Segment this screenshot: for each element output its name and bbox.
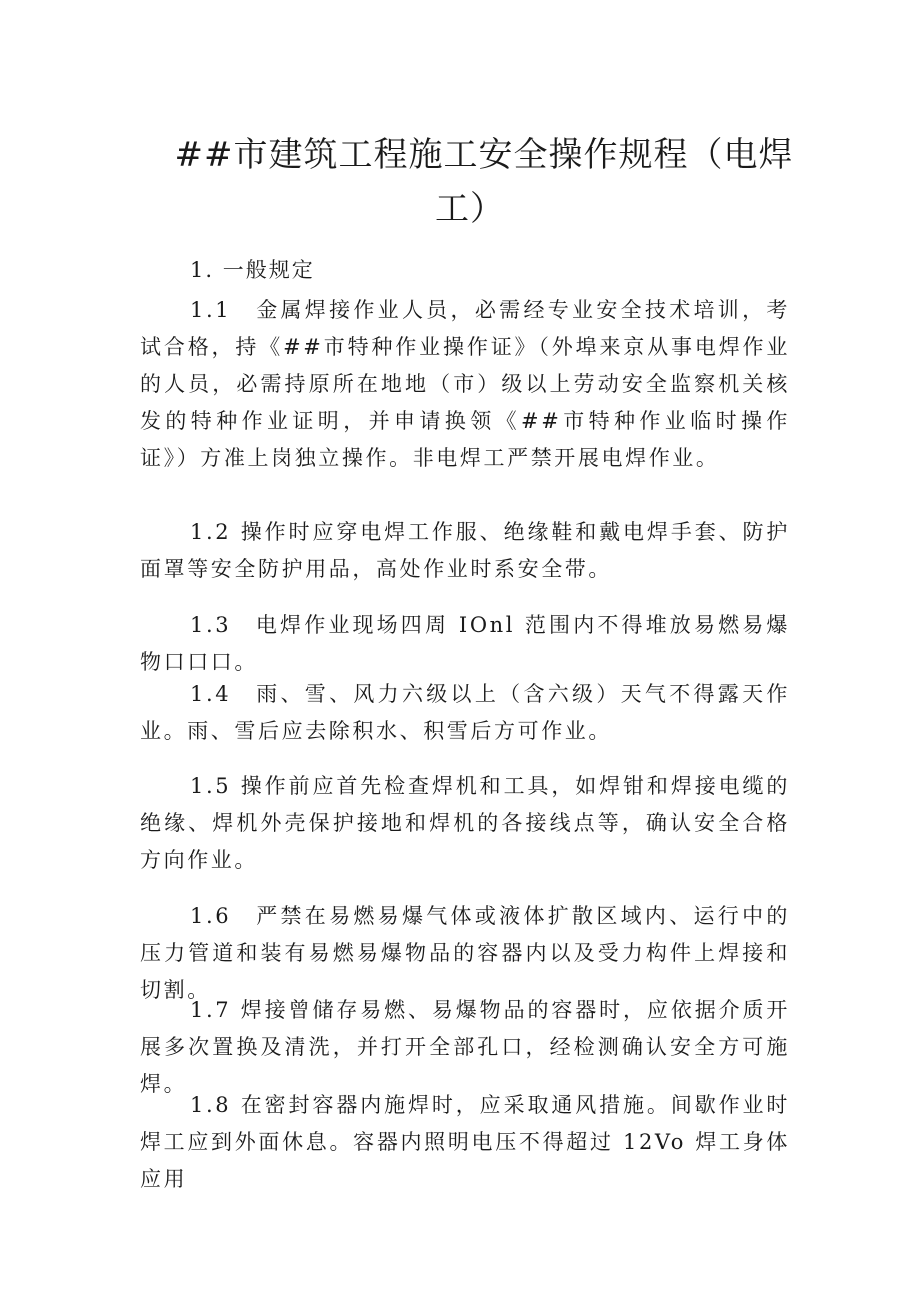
paragraph-1-3: 1.3 电焊作业现场四周 IOnl 范围内不得堆放易燃易爆物口口口。 <box>140 613 790 674</box>
paragraph-1-2: 1.2 操作时应穿电焊工作服、绝缘鞋和戴电焊手套、防护面罩等安全防护用品，高处作业时系安全带。 <box>140 520 790 581</box>
paragraph-1-5: 1.5 操作前应首先检查焊机和工具，如焊钳和焊接电缆的绝缘、焊机外壳保护接地和焊机的各接线点等，确认安全合格方向作业。 <box>140 774 790 872</box>
paragraph-1-1: 1.1 金属焊接作业人员，必需经专业安全技术培训，考试合格，持《##市特种作业操作证》（外埠来京从事电焊作业的人员，必需持原所在地地（市）级以上劳动安全监察机关核发的特种作业证明，并申请换领《##市特种作业临时操作证》）方准上岗独立操作。非电焊工严禁开展电焊作业。 <box>140 298 790 470</box>
title-line-1: ##市建筑工程施工安全操作规程（电焊 <box>174 135 794 175</box>
paragraph-1-7: 1.7 焊接曾储存易燃、易爆物品的容器时，应依据介质开展多次置换及清洗，并打开全部孔口，经检测确认安全方可施焊。 <box>140 998 790 1096</box>
document-title <box>140 128 800 236</box>
section-heading: 1. 一般规定 <box>190 258 315 282</box>
paragraph-1-4: 1.4 雨、雪、风力六级以上（含六级）天气不得露天作业。雨、雪后应去除积水、积雪后方可作业。 <box>140 682 790 743</box>
paragraph-1-8: 1.8 在密封容器内施焊时，应采取通风措施。间歇作业时焊工应到外面休息。容器内照明电压不得超过 12Vo 焊工身体应用 <box>140 1093 790 1191</box>
title-line-2: 工） <box>435 189 505 229</box>
paragraph-1-6: 1.6 严禁在易燃易爆气体或液体扩散区域内、运行中的压力管道和装有易燃易爆物品的容器内以及受力构件上焊接和切割。 <box>140 904 790 1002</box>
